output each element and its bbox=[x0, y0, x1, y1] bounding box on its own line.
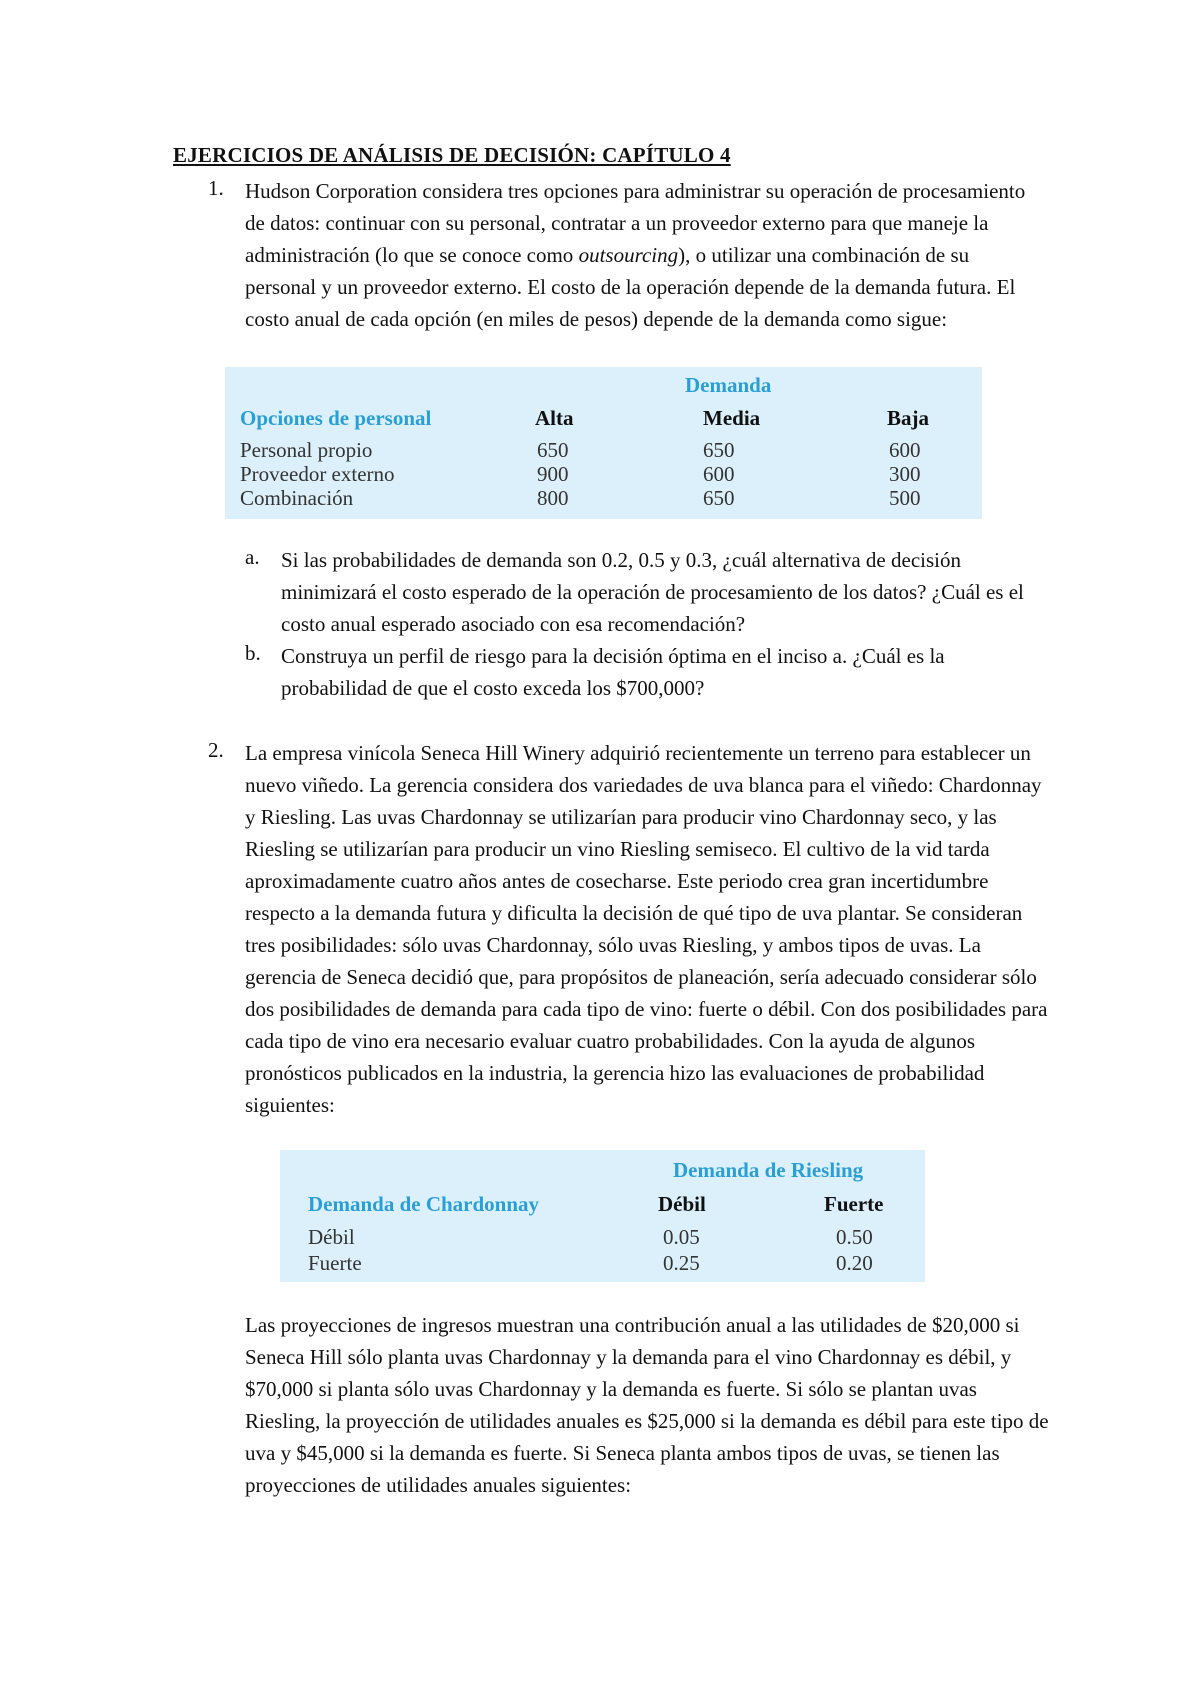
q1a-label: a. bbox=[245, 545, 260, 569]
q2-row-label: Débil bbox=[308, 1225, 355, 1249]
q1-table-col-alta: Alta bbox=[535, 406, 574, 430]
q1-cost-table bbox=[225, 367, 982, 519]
q2-probability-table bbox=[280, 1150, 925, 1282]
q2-table-row-header: Demanda de Chardonnay bbox=[308, 1192, 540, 1216]
q2-text2: Las proyecciones de ingresos muestran una contribución anual a las utilidades de $20,000 si Seneca Hill sólo planta uvas Chardonnay y la demanda para el vino Chardonnay es débil, y $70,000 si planta sólo uvas Chardonnay y la demanda es fuerte. Si sólo se plantan uvas Riesling, la proyección de utilidades anuales es $25,000 si la demanda es débil para este tipo de uva y $45,000 si la demanda es fuerte. Si Seneca planta ambos tipos de uvas, se tienen las proyecciones de utilidades anuales siguientes: bbox=[245, 1313, 1049, 1497]
q1b-label: b. bbox=[245, 641, 261, 665]
q2-number: 2. bbox=[208, 738, 224, 762]
q1-text-italic: outsourcing bbox=[578, 243, 679, 267]
q1-row-label: Personal propio bbox=[240, 438, 373, 462]
q1-table-col-media: Media bbox=[703, 406, 761, 430]
q2-row-label: Fuerte bbox=[308, 1251, 362, 1275]
q1-row-value: 600 bbox=[889, 438, 921, 462]
q2-row-value: 0.25 bbox=[663, 1251, 700, 1275]
q1-text bbox=[245, 175, 1045, 335]
q1-row-value: 300 bbox=[889, 462, 921, 486]
q1b-text: Construya un perfil de riesgo para la decisión óptima en el inciso a. ¿Cuál es la probabilidad de que el costo exceda los $700,000? bbox=[281, 644, 945, 700]
q1-row-value: 650 bbox=[537, 438, 569, 462]
document-title: EJERCICIOS DE ANÁLISIS DE DECISIÓN: CAPÍTULO 4 bbox=[173, 143, 731, 167]
q2-text: La empresa vinícola Seneca Hill Winery adquirió recientemente un terreno para establecer un nuevo viñedo. La gerencia considera dos variedades de uva blanca para el viñedo: Chardonnay y Riesling. Las uvas Chardonnay se utilizarían para producir vino Chardonnay seco, y las Riesling se utilizarían para producir un vino Riesling semiseco. El cultivo de la vid tarda aproximadamente cuatro años antes de cosecharse. Este periodo crea gran incertidumbre respecto a la demanda futura y dificulta la decisión de qué tipo de uva plantar. Se consideran tres posibilidades: sólo uvas Chardonnay, sólo uvas Riesling, y ambos tipos de uvas. La gerencia de Seneca decidió que, para propósitos de planeación, sería adecuado considerar sólo dos posibilidades de demanda para cada tipo de vino: fuerte o débil. Con dos posibilidades para cada tipo de vino era necesario evaluar cuatro probabilidades. Con la ayuda de algunos pronósticos publicados en la industria, la gerencia hizo las evaluaciones de probabilidad siguientes: bbox=[245, 741, 1048, 1117]
q1a-text: Si las probabilidades de demanda son 0.2, 0.5 y 0.3, ¿cuál alternativa de decisión minimizará el costo esperado de la operación de procesamiento de los datos? ¿Cuál es el costo anual esperado asociado con esa recomendación? bbox=[281, 548, 1024, 636]
q1-table-row-header: Opciones de personal bbox=[240, 406, 432, 430]
q1-row-value: 650 bbox=[703, 438, 735, 462]
q2-row-value: 0.05 bbox=[663, 1225, 700, 1249]
q1-number: 1. bbox=[208, 176, 224, 200]
q2-table-col-fuerte: Fuerte bbox=[824, 1192, 884, 1216]
q1-table-group-header: Demanda bbox=[685, 373, 772, 397]
q1-row-value: 600 bbox=[703, 462, 735, 486]
q1-row-label: Combinación bbox=[240, 486, 354, 510]
q1-table-col-baja: Baja bbox=[887, 406, 929, 430]
q2-table-col-debil: Débil bbox=[658, 1192, 706, 1216]
q1-row-value: 800 bbox=[537, 486, 569, 510]
q2-table-group-header: Demanda de Riesling bbox=[673, 1158, 864, 1182]
q2-row-value: 0.50 bbox=[836, 1225, 873, 1249]
q2-row-value: 0.20 bbox=[836, 1251, 873, 1275]
q1-row-label: Proveedor externo bbox=[240, 462, 395, 486]
q1-text-after: ), o utilizar una combinación de su personal y un proveedor externo. El costo de la operación depende de la demanda futura. El costo anual de cada opción (en miles de pesos) depende de la demanda como sigue: bbox=[245, 243, 1016, 331]
q1-row-value: 900 bbox=[537, 462, 569, 486]
q1-row-value: 500 bbox=[889, 486, 921, 510]
q1-row-value: 650 bbox=[703, 486, 735, 510]
q1-text-before: Hudson Corporation considera tres opciones para administrar su operación de procesamiento de datos: continuar con su personal, contratar a un proveedor externo para que maneje la administración (lo que se conoce como bbox=[245, 179, 1026, 267]
